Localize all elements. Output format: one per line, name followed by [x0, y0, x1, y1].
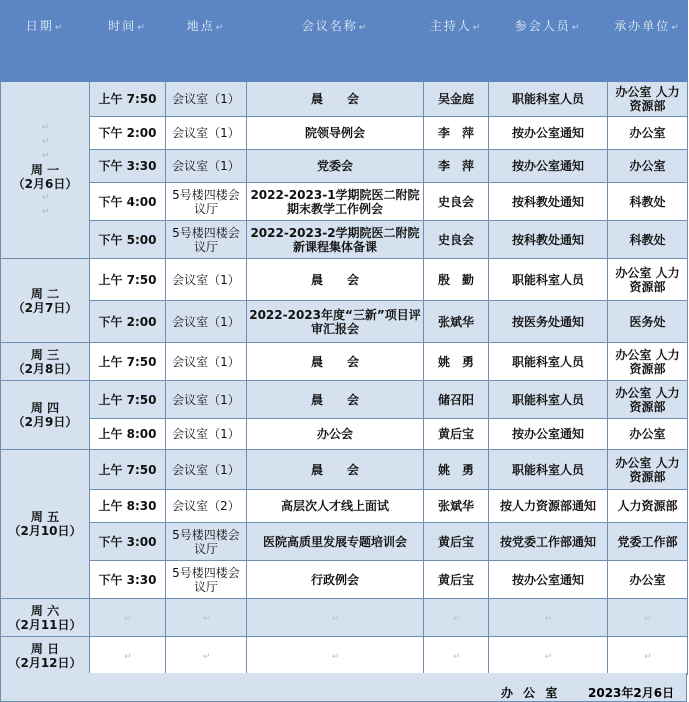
- host-cell: 黄后宝: [424, 523, 489, 561]
- footer-signature: [0, 673, 687, 702]
- empty-cell: ↵: [247, 599, 424, 637]
- location-cell: 会议室（1）: [166, 259, 247, 301]
- location-cell: 会议室（1）: [166, 381, 247, 419]
- header-row: [1, 1, 688, 82]
- empty-cell: ↵: [424, 637, 489, 675]
- header-location: 地点↵: [166, 1, 247, 82]
- time-cell: 下午 3:00: [90, 523, 166, 561]
- header-time: 时间↵: [90, 1, 166, 82]
- host-cell: 史良会: [424, 221, 489, 259]
- attendees-cell: 按办公室通知: [489, 419, 608, 450]
- attendees-cell: 职能科室人员: [489, 381, 608, 419]
- table-row: [1, 450, 688, 490]
- time-cell: 上午 8:30: [90, 490, 166, 523]
- meeting-cell: 办公会: [247, 419, 424, 450]
- location-cell: 会议室（1）: [166, 343, 247, 381]
- organizer-cell: 科教处: [608, 221, 688, 259]
- day-cell-monday: ↵ ↵ ↵ 周 一 （2月6日） ↵ ↵: [1, 82, 90, 259]
- time-cell: 上午 7:50: [90, 450, 166, 490]
- meeting-cell: 2022-2023年度“三新”项目评审汇报会: [247, 301, 424, 343]
- organizer-cell: 办公室: [608, 117, 688, 150]
- attendees-cell: 按科教处通知: [489, 221, 608, 259]
- attendees-cell: 按办公室通知: [489, 117, 608, 150]
- table-row: [1, 490, 688, 523]
- table-row: [1, 82, 688, 117]
- empty-cell: ↵: [489, 599, 608, 637]
- table-row: [1, 381, 688, 419]
- day-cell-friday: 周 五 （2月10日）: [1, 450, 90, 599]
- table-row: [1, 183, 688, 221]
- meeting-cell: 院领导例会: [247, 117, 424, 150]
- day-cell-sunday: 周 日 （2月12日）: [1, 637, 90, 675]
- empty-cell: ↵: [424, 599, 489, 637]
- organizer-cell: 办公室 人力资源部: [608, 82, 688, 117]
- attendees-cell: 职能科室人员: [489, 450, 608, 490]
- table-row: [1, 117, 688, 150]
- meeting-cell: 晨 会: [247, 259, 424, 301]
- location-cell: 会议室（1）: [166, 450, 247, 490]
- location-cell: 会议室（1）: [166, 82, 247, 117]
- table-row: [1, 301, 688, 343]
- meeting-cell: 行政例会: [247, 561, 424, 599]
- meeting-cell: 2022-2023-1学期院医二附院期末教学工作例会: [247, 183, 424, 221]
- time-cell: 下午 5:00: [90, 221, 166, 259]
- location-cell: 会议室（1）: [166, 117, 247, 150]
- location-cell: 会议室（1）: [166, 150, 247, 183]
- time-cell: 上午 7:50: [90, 82, 166, 117]
- empty-cell: ↵: [489, 637, 608, 675]
- time-cell: 上午 7:50: [90, 381, 166, 419]
- host-cell: 张斌华: [424, 490, 489, 523]
- footer-office: 办 公 室: [501, 686, 561, 700]
- attendees-cell: 职能科室人员: [489, 82, 608, 117]
- table-row: [1, 343, 688, 381]
- attendees-cell: 职能科室人员: [489, 259, 608, 301]
- organizer-cell: 办公室: [608, 419, 688, 450]
- location-cell: 5号楼四楼会议厅: [166, 183, 247, 221]
- table-row: [1, 637, 688, 675]
- table-row: [1, 599, 688, 637]
- attendees-cell: 按医务处通知: [489, 301, 608, 343]
- meeting-cell: 高层次人才线上面试: [247, 490, 424, 523]
- host-cell: 姚 勇: [424, 450, 489, 490]
- empty-cell: ↵: [608, 637, 688, 675]
- host-cell: 黄后宝: [424, 419, 489, 450]
- empty-cell: ↵: [608, 599, 688, 637]
- time-cell: 下午 4:00: [90, 183, 166, 221]
- header-attendees: 参会人员↵: [489, 1, 608, 82]
- header-organizer: 承办单位↵: [608, 1, 688, 82]
- table-row: [1, 259, 688, 301]
- organizer-cell: 办公室 人力资源部: [608, 450, 688, 490]
- host-cell: 黄后宝: [424, 561, 489, 599]
- host-cell: 殷 勤: [424, 259, 489, 301]
- empty-cell: ↵: [90, 637, 166, 675]
- table-row: [1, 523, 688, 561]
- host-cell: 张斌华: [424, 301, 489, 343]
- host-cell: 李 萍: [424, 117, 489, 150]
- time-cell: 下午 3:30: [90, 150, 166, 183]
- location-cell: 会议室（1）: [166, 301, 247, 343]
- header-date: 日期↵: [1, 1, 90, 82]
- organizer-cell: 办公室: [608, 150, 688, 183]
- host-cell: 吴金庭: [424, 82, 489, 117]
- empty-cell: ↵: [247, 637, 424, 675]
- meeting-cell: 晨 会: [247, 343, 424, 381]
- day-cell-saturday: 周 六 （2月11日）: [1, 599, 90, 637]
- organizer-cell: 科教处: [608, 183, 688, 221]
- location-cell: 5号楼四楼会议厅: [166, 561, 247, 599]
- organizer-cell: 党委工作部: [608, 523, 688, 561]
- host-cell: 姚 勇: [424, 343, 489, 381]
- attendees-cell: 按人力资源部通知: [489, 490, 608, 523]
- location-cell: 会议室（1）: [166, 419, 247, 450]
- time-cell: 下午 2:00: [90, 301, 166, 343]
- meeting-cell: 晨 会: [247, 381, 424, 419]
- attendees-cell: 按办公室通知: [489, 150, 608, 183]
- host-cell: 史良会: [424, 183, 489, 221]
- time-cell: 上午 7:50: [90, 343, 166, 381]
- host-cell: 李 萍: [424, 150, 489, 183]
- organizer-cell: 办公室 人力资源部: [608, 343, 688, 381]
- table-row: [1, 150, 688, 183]
- attendees-cell: 按党委工作部通知: [489, 523, 608, 561]
- organizer-cell: 办公室 人力资源部: [608, 381, 688, 419]
- time-cell: 下午 3:30: [90, 561, 166, 599]
- attendees-cell: 按办公室通知: [489, 561, 608, 599]
- attendees-cell: 职能科室人员: [489, 343, 608, 381]
- day-cell-wednesday: 周 三 （2月8日）: [1, 343, 90, 381]
- meeting-cell: 党委会: [247, 150, 424, 183]
- organizer-cell: 医务处: [608, 301, 688, 343]
- footer-date: 2023年2月6日: [588, 686, 675, 700]
- table-row: [1, 561, 688, 599]
- header-meeting-name: 会议名称↵: [247, 1, 424, 82]
- day-cell-tuesday: 周 二 （2月7日）: [1, 259, 90, 343]
- location-cell: 会议室（2）: [166, 490, 247, 523]
- time-cell: 上午 7:50: [90, 259, 166, 301]
- empty-cell: ↵: [90, 599, 166, 637]
- day-cell-thursday: 周 四 （2月9日）: [1, 381, 90, 450]
- meeting-cell: 晨 会: [247, 450, 424, 490]
- table-row: [1, 221, 688, 259]
- attendees-cell: 按科教处通知: [489, 183, 608, 221]
- host-cell: 储召阳: [424, 381, 489, 419]
- time-cell: 下午 2:00: [90, 117, 166, 150]
- time-cell: 上午 8:00: [90, 419, 166, 450]
- header-host: 主持人↵: [424, 1, 489, 82]
- meeting-cell: 医院高质里发展专题培训会: [247, 523, 424, 561]
- organizer-cell: 人力资源部: [608, 490, 688, 523]
- organizer-cell: 办公室 人力资源部: [608, 259, 688, 301]
- empty-cell: ↵: [166, 637, 247, 675]
- location-cell: 5号楼四楼会议厅: [166, 221, 247, 259]
- organizer-cell: 办公室: [608, 561, 688, 599]
- empty-cell: ↵: [166, 599, 247, 637]
- meeting-cell: 2022-2023-2学期院医二附院新课程集体备课: [247, 221, 424, 259]
- table-row: [1, 419, 688, 450]
- meeting-cell: 晨 会: [247, 82, 424, 117]
- location-cell: 5号楼四楼会议厅: [166, 523, 247, 561]
